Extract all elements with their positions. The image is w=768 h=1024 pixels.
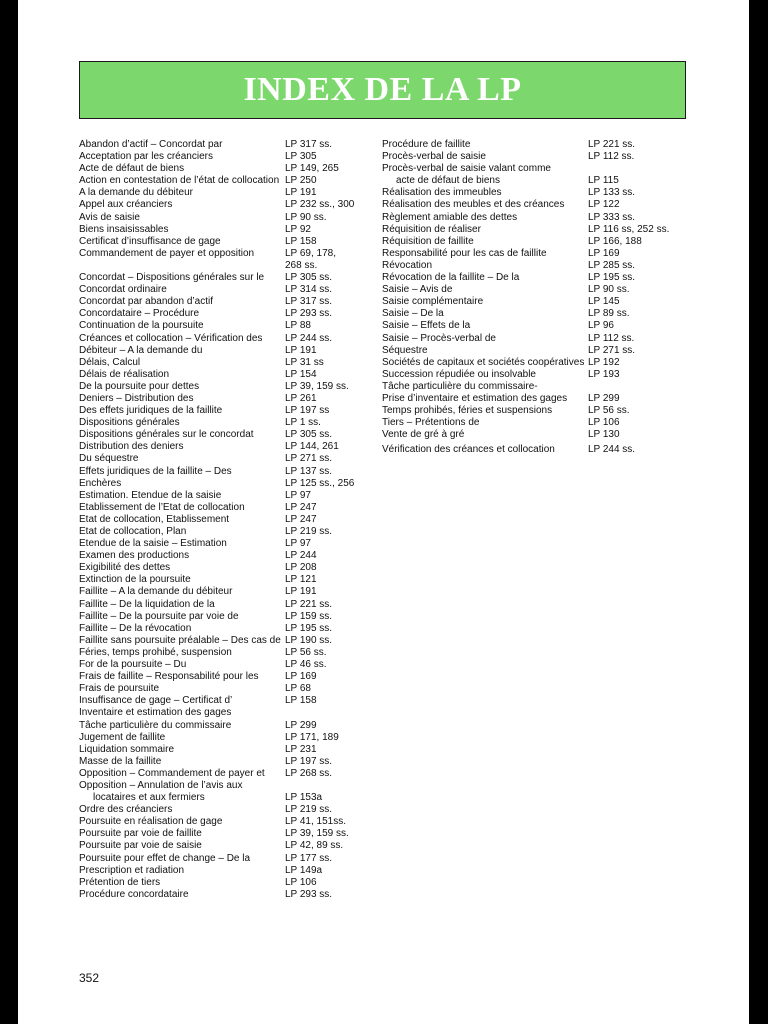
- index-entry: [382, 175, 682, 187]
- index-reference: LP 106: [285, 876, 317, 888]
- index-term: Faillite – De la liquidation de la: [79, 598, 215, 610]
- index-reference: LP 195 ss.: [285, 622, 333, 634]
- index-reference: LP 219 ss.: [285, 804, 333, 816]
- index-reference: LP 247: [285, 513, 317, 525]
- index-term: acte de défaut de biens: [396, 175, 500, 187]
- index-entry: [79, 816, 364, 828]
- index-reference: LP 299: [285, 719, 317, 731]
- index-entry: [79, 695, 364, 707]
- index-entry: [382, 272, 682, 284]
- index-entry: [79, 139, 364, 151]
- index-entry: [79, 320, 364, 332]
- index-term: Vérification des créances et collocation: [382, 444, 555, 456]
- index-entry: [382, 187, 682, 199]
- index-term: Poursuite par voie de faillite: [79, 828, 202, 840]
- index-term: Inventaire et estimation des gages: [79, 707, 232, 719]
- index-reference: LP 232 ss., 300: [285, 199, 355, 211]
- index-entry: [79, 345, 364, 357]
- index-entry: [382, 417, 682, 429]
- index-term: Abandon d’actif – Concordat par: [79, 139, 223, 150]
- index-term: Biens insaisissables: [79, 223, 169, 235]
- index-term: Exigibilité des dettes: [79, 562, 171, 574]
- index-term: Acceptation par les créanciers: [79, 151, 213, 163]
- index-term: Temps prohibés, féries et suspensions: [382, 405, 553, 417]
- index-reference: LP 31 ss: [285, 356, 324, 368]
- index-reference: LP 261: [285, 392, 317, 404]
- index-entry: [79, 840, 364, 852]
- index-term: Saisie – Avis de: [382, 284, 453, 296]
- index-reference: LP 293 ss.: [285, 308, 333, 320]
- index-entry: [382, 393, 682, 405]
- index-term: Prescription et radiation: [79, 864, 185, 876]
- index-entry: [79, 296, 364, 308]
- index-term: Séquestre: [382, 344, 428, 356]
- index-reference: LP 190 ss.: [285, 634, 333, 646]
- index-reference: LP 115: [588, 175, 619, 187]
- index-term: Débiteur – A la demande du: [79, 344, 203, 356]
- index-entry: [79, 756, 364, 768]
- index-reference: LP 125 ss., 256: [285, 477, 355, 489]
- index-entry: [79, 429, 364, 441]
- index-entry: [79, 804, 364, 816]
- index-term: Faillite sans poursuite préalable – Des cas de: [79, 634, 281, 646]
- index-entry: [79, 720, 364, 732]
- index-reference: LP 1 ss.: [285, 417, 321, 429]
- index-term: Distribution des deniers: [79, 441, 184, 453]
- index-entry: [79, 453, 364, 465]
- index-entry: [79, 212, 364, 224]
- index-term: Concordat par abandon d’actif: [79, 296, 213, 308]
- index-reference: LP 149, 265: [285, 163, 339, 175]
- index-entry: [79, 792, 364, 804]
- index-entry: [79, 163, 364, 175]
- index-term: Procès-verbal de saisie valant comme: [382, 163, 551, 175]
- index-reference: LP 112 ss.: [588, 151, 635, 163]
- index-term: A la demande du débiteur: [79, 187, 193, 199]
- index-reference: LP 90 ss.: [588, 284, 630, 296]
- index-reference: LP 90 ss.: [285, 211, 327, 223]
- index-entry: [79, 562, 364, 574]
- index-entry: [79, 272, 364, 284]
- index-term: Créances et collocation – Vérification des: [79, 332, 263, 344]
- index-entry: [382, 381, 682, 393]
- index-term: Frais de poursuite: [79, 683, 160, 695]
- index-term: Extinction de la poursuite: [79, 574, 191, 586]
- index-term: Etablissement de l’Etat de collocation: [79, 501, 245, 513]
- index-reference: LP 305: [285, 151, 317, 163]
- index-reference: LP 208: [285, 562, 317, 574]
- index-term: Saisie – De la: [382, 308, 444, 320]
- index-term: Dispositions générales: [79, 417, 180, 429]
- index-entry: [79, 780, 364, 792]
- index-entry: [79, 490, 364, 502]
- page-title: INDEX DE LA LP: [243, 71, 522, 108]
- index-reference: LP 154: [285, 368, 317, 380]
- index-term: Etat de collocation, Etablissement: [79, 513, 230, 525]
- index-term: Succession répudiée ou insolvable: [382, 368, 536, 380]
- index-term: Ordre des créanciers: [79, 804, 173, 816]
- index-entry: [79, 441, 364, 453]
- index-term: Etendue de la saisie – Estimation: [79, 538, 227, 550]
- index-entry: [79, 877, 364, 889]
- index-term: Deniers – Distribution des: [79, 392, 194, 404]
- index-reference: LP 244: [285, 550, 317, 562]
- index-entry: [79, 623, 364, 635]
- index-reference: LP 171, 189: [285, 731, 339, 743]
- index-entry: [79, 199, 364, 211]
- index-column-right: [382, 139, 682, 456]
- index-term: Saisie – Effets de la: [382, 320, 471, 332]
- index-entry: [382, 139, 682, 151]
- index-reference: LP 244 ss.: [588, 444, 636, 456]
- index-term: Acte de défaut de biens: [79, 163, 185, 175]
- index-reference: LP 271 ss.: [285, 453, 333, 465]
- index-reference: LP 317 ss.: [285, 139, 333, 150]
- index-term: De la poursuite pour dettes: [79, 380, 200, 392]
- index-reference: LP 191: [285, 187, 317, 199]
- index-reference: LP 144, 261: [285, 441, 339, 453]
- index-reference: LP 221 ss.: [285, 598, 333, 610]
- index-term: Responsabilité pour les cas de faillite: [382, 247, 547, 259]
- index-term: Liquidation sommaire: [79, 743, 175, 755]
- index-term: Opposition – Annulation de l’avis aux: [79, 779, 243, 791]
- index-reference: LP 112 ss.: [588, 332, 635, 344]
- index-entry: [382, 405, 682, 417]
- index-term: Poursuite par voie de saisie: [79, 840, 202, 852]
- index-reference: LP 130: [588, 429, 620, 441]
- index-term: Concordataire – Procédure: [79, 308, 200, 320]
- page-number: 352: [79, 971, 100, 985]
- index-term: Saisie complémentaire: [382, 296, 484, 308]
- index-entry: [382, 308, 682, 320]
- index-entry: [79, 586, 364, 598]
- index-entry: [79, 236, 364, 248]
- index-term: Dispositions générales sur le concordat: [79, 429, 254, 441]
- index-reference: LP 121: [285, 574, 317, 586]
- index-term: For de la poursuite – Du: [79, 659, 187, 671]
- index-entry: [79, 707, 364, 719]
- index-entry: [79, 175, 364, 187]
- index-reference: LP 299: [588, 392, 620, 404]
- index-term: Poursuite en réalisation de gage: [79, 816, 223, 828]
- index-term: Faillite – De la révocation: [79, 622, 192, 634]
- index-reference: LP 39, 159 ss.: [285, 828, 349, 840]
- index-reference: LP 195 ss.: [588, 272, 636, 284]
- index-entry: [79, 466, 364, 478]
- index-term: Continuation de la poursuite: [79, 320, 204, 332]
- index-term: Action en contestation de l’état de collocation: [79, 175, 280, 187]
- index-reference: LP 271 ss.: [588, 344, 636, 356]
- index-term: Commandement de payer et opposition: [79, 247, 255, 259]
- index-term: Effets juridiques de la faillite – Des: [79, 465, 232, 477]
- index-reference: LP 133 ss.: [588, 187, 636, 199]
- index-term: Concordat – Dispositions générales sur le: [79, 272, 265, 284]
- index-reference: LP 96: [588, 320, 614, 332]
- index-reference: LP 317 ss.: [285, 296, 333, 308]
- index-term: Jugement de faillite: [79, 731, 166, 743]
- index-term: Réalisation des immeubles: [382, 187, 502, 199]
- index-reference: LP 169: [285, 671, 317, 683]
- index-reference: LP 122: [588, 199, 620, 211]
- index-reference: LP 293 ss.: [285, 888, 333, 900]
- index-entry: [79, 671, 364, 683]
- index-entry: [79, 381, 364, 393]
- index-term: Vente de gré à gré: [382, 429, 465, 441]
- index-reference: LP 88: [285, 320, 311, 332]
- index-term: Enchères: [79, 477, 122, 489]
- index-entry: [79, 224, 364, 236]
- index-entry: [79, 514, 364, 526]
- index-entry: [382, 236, 682, 248]
- index-entry: [382, 320, 682, 332]
- index-term: Révocation de la faillite – De la: [382, 272, 520, 284]
- index-term: Tiers – Prétentions de: [382, 417, 480, 429]
- index-entry: [382, 151, 682, 163]
- index-term: Masse de la faillite: [79, 755, 162, 767]
- index-entry: [79, 683, 364, 695]
- index-reference: LP 41, 151ss.: [285, 816, 346, 828]
- index-entry: [79, 393, 364, 405]
- index-reference: LP 158: [285, 235, 317, 247]
- index-term: Insuffisance de gage – Certificat d’: [79, 695, 233, 707]
- index-term: Poursuite pour effet de change – De la: [79, 852, 251, 864]
- index-reference: LP 191: [285, 586, 317, 598]
- index-term: Estimation. Etendue de la saisie: [79, 489, 222, 501]
- index-reference: LP 193: [588, 368, 620, 380]
- index-reference: LP 244 ss.: [285, 332, 333, 344]
- index-entry: [382, 345, 682, 357]
- index-entry: [382, 429, 682, 441]
- index-reference: LP 250: [285, 175, 317, 187]
- index-reference: LP 192: [588, 356, 620, 368]
- index-entry: [79, 611, 364, 623]
- index-reference: LP 56 ss.: [588, 405, 630, 417]
- index-entry: [79, 405, 364, 417]
- index-term: Tâche particulière du commissaire-: [382, 380, 538, 392]
- index-entry: [382, 357, 682, 369]
- index-term: Prétention de tiers: [79, 876, 161, 888]
- index-reference: LP 116 ss, 252 ss.: [588, 223, 670, 235]
- index-reference: [285, 707, 364, 719]
- index-term: Procédure de faillite: [382, 139, 471, 150]
- index-reference: LP 159 ss.: [285, 610, 333, 622]
- index-reference: LP 137 ss.: [285, 465, 333, 477]
- title-banner: [79, 61, 686, 119]
- index-term: Révocation: [382, 259, 433, 271]
- index-term: Procès-verbal de saisie: [382, 151, 486, 163]
- index-reference: LP 39, 159 ss.: [285, 380, 349, 392]
- index-reference: LP 153a: [285, 792, 323, 804]
- index-entry: [382, 444, 682, 456]
- index-term: Des effets juridiques de la faillite: [79, 405, 223, 417]
- index-entry: [79, 538, 364, 550]
- index-term: Saisie – Procès-verbal de: [382, 332, 496, 344]
- index-reference: LP 305 ss.: [285, 429, 333, 441]
- index-reference: LP 56 ss.: [285, 646, 327, 658]
- index-reference: LP 145: [588, 296, 620, 308]
- index-entry: [382, 199, 682, 211]
- index-term: Frais de faillite – Responsabilité pour les: [79, 671, 259, 683]
- index-term: Féries, temps prohibé, suspension: [79, 646, 232, 658]
- index-reference: LP 166, 188: [588, 235, 642, 247]
- index-reference: LP 231: [285, 743, 317, 755]
- index-term: Etat de collocation, Plan: [79, 526, 187, 537]
- index-reference: LP 247: [285, 501, 317, 513]
- index-column-left: [79, 139, 364, 901]
- index-reference: LP 191: [285, 344, 317, 356]
- index-entry: [79, 647, 364, 659]
- index-entry: [79, 744, 364, 756]
- index-reference: LP 268 ss.: [285, 767, 333, 779]
- index-entry: [382, 163, 682, 175]
- index-term: Tâche particulière du commissaire: [79, 719, 232, 731]
- index-entry: [79, 574, 364, 586]
- index-reference: LP 285 ss.: [588, 259, 636, 271]
- index-entry: [79, 659, 364, 671]
- index-reference: LP 219 ss.: [285, 526, 333, 537]
- index-reference: LP 89 ss.: [588, 308, 630, 320]
- index-term: Certificat d’insuffisance de gage: [79, 235, 221, 247]
- index-term: Délais de réalisation: [79, 368, 170, 380]
- index-reference: LP 69, 178, 268 ss.: [285, 247, 336, 271]
- index-entry: [382, 333, 682, 345]
- index-reference: LP 42, 89 ss.: [285, 840, 344, 852]
- index-reference: LP 197 ss: [285, 405, 330, 417]
- index-term: Prise d’inventaire et estimation des gages: [382, 392, 568, 404]
- index-entry: [382, 296, 682, 308]
- index-term: Appel aux créanciers: [79, 199, 173, 211]
- index-term: Faillite – De la poursuite par voie de: [79, 610, 239, 622]
- index-entry: [79, 333, 364, 345]
- index-term: Examen des productions: [79, 550, 190, 562]
- index-term: Procédure concordataire: [79, 888, 189, 900]
- index-reference: LP 221 ss.: [588, 139, 636, 150]
- index-term: Réquisition de réaliser: [382, 223, 481, 235]
- index-entry: [382, 369, 682, 381]
- index-entry: [79, 308, 364, 320]
- index-entry: [79, 284, 364, 296]
- index-term: Sociétés de capitaux et sociétés coopératives: [382, 356, 585, 368]
- index-entry: [79, 865, 364, 877]
- index-reference: LP 333 ss.: [588, 211, 636, 223]
- index-term: Faillite – A la demande du débiteur: [79, 586, 233, 598]
- index-entry: [382, 284, 682, 296]
- index-reference: LP 314 ss.: [285, 284, 333, 296]
- index-term: Règlement amiable des dettes: [382, 211, 518, 223]
- index-entry: [79, 248, 364, 272]
- index-term: Concordat ordinaire: [79, 284, 167, 296]
- index-entry: [79, 417, 364, 429]
- document-page: [18, 0, 749, 1024]
- index-term: Réalisation des meubles et des créances: [382, 199, 565, 211]
- index-reference: LP 177 ss.: [285, 852, 333, 864]
- index-entry: [79, 151, 364, 163]
- index-entry: [382, 224, 682, 236]
- index-term: Avis de saisie: [79, 211, 140, 223]
- index-entry: [79, 550, 364, 562]
- index-reference: LP 169: [588, 247, 620, 259]
- index-entry: [79, 369, 364, 381]
- index-entry: [382, 212, 682, 224]
- index-entry: [382, 248, 682, 260]
- index-term: locataires et aux fermiers: [93, 792, 205, 804]
- index-entry: [79, 889, 364, 901]
- index-entry: [382, 260, 682, 272]
- index-reference: LP 46 ss.: [285, 659, 327, 671]
- index-entry: [79, 828, 364, 840]
- index-entry: [79, 502, 364, 514]
- index-entry: [79, 768, 364, 780]
- index-reference: LP 197 ss.: [285, 755, 333, 767]
- index-reference: [588, 381, 682, 393]
- index-entry: [79, 478, 364, 490]
- index-reference: LP 68: [285, 683, 311, 695]
- index-reference: [285, 780, 364, 792]
- index-term: Délais, Calcul: [79, 356, 141, 368]
- index-reference: LP 106: [588, 417, 620, 429]
- index-entry: [79, 599, 364, 611]
- index-reference: LP 305 ss.: [285, 272, 333, 284]
- index-entry: [79, 187, 364, 199]
- index-reference: LP 158: [285, 695, 317, 707]
- index-term: Réquisition de faillite: [382, 235, 474, 247]
- index-reference: LP 97: [285, 489, 311, 501]
- index-reference: [588, 163, 682, 175]
- index-reference: LP 92: [285, 223, 311, 235]
- index-entry: [79, 853, 364, 865]
- index-term: Opposition – Commandement de payer et: [79, 767, 265, 779]
- index-entry: [79, 732, 364, 744]
- index-reference: LP 97: [285, 538, 311, 550]
- index-term: Du séquestre: [79, 453, 139, 465]
- index-entry: [79, 635, 364, 647]
- index-entry: [79, 526, 364, 538]
- index-reference: LP 149a: [285, 864, 323, 876]
- index-entry: [79, 357, 364, 369]
